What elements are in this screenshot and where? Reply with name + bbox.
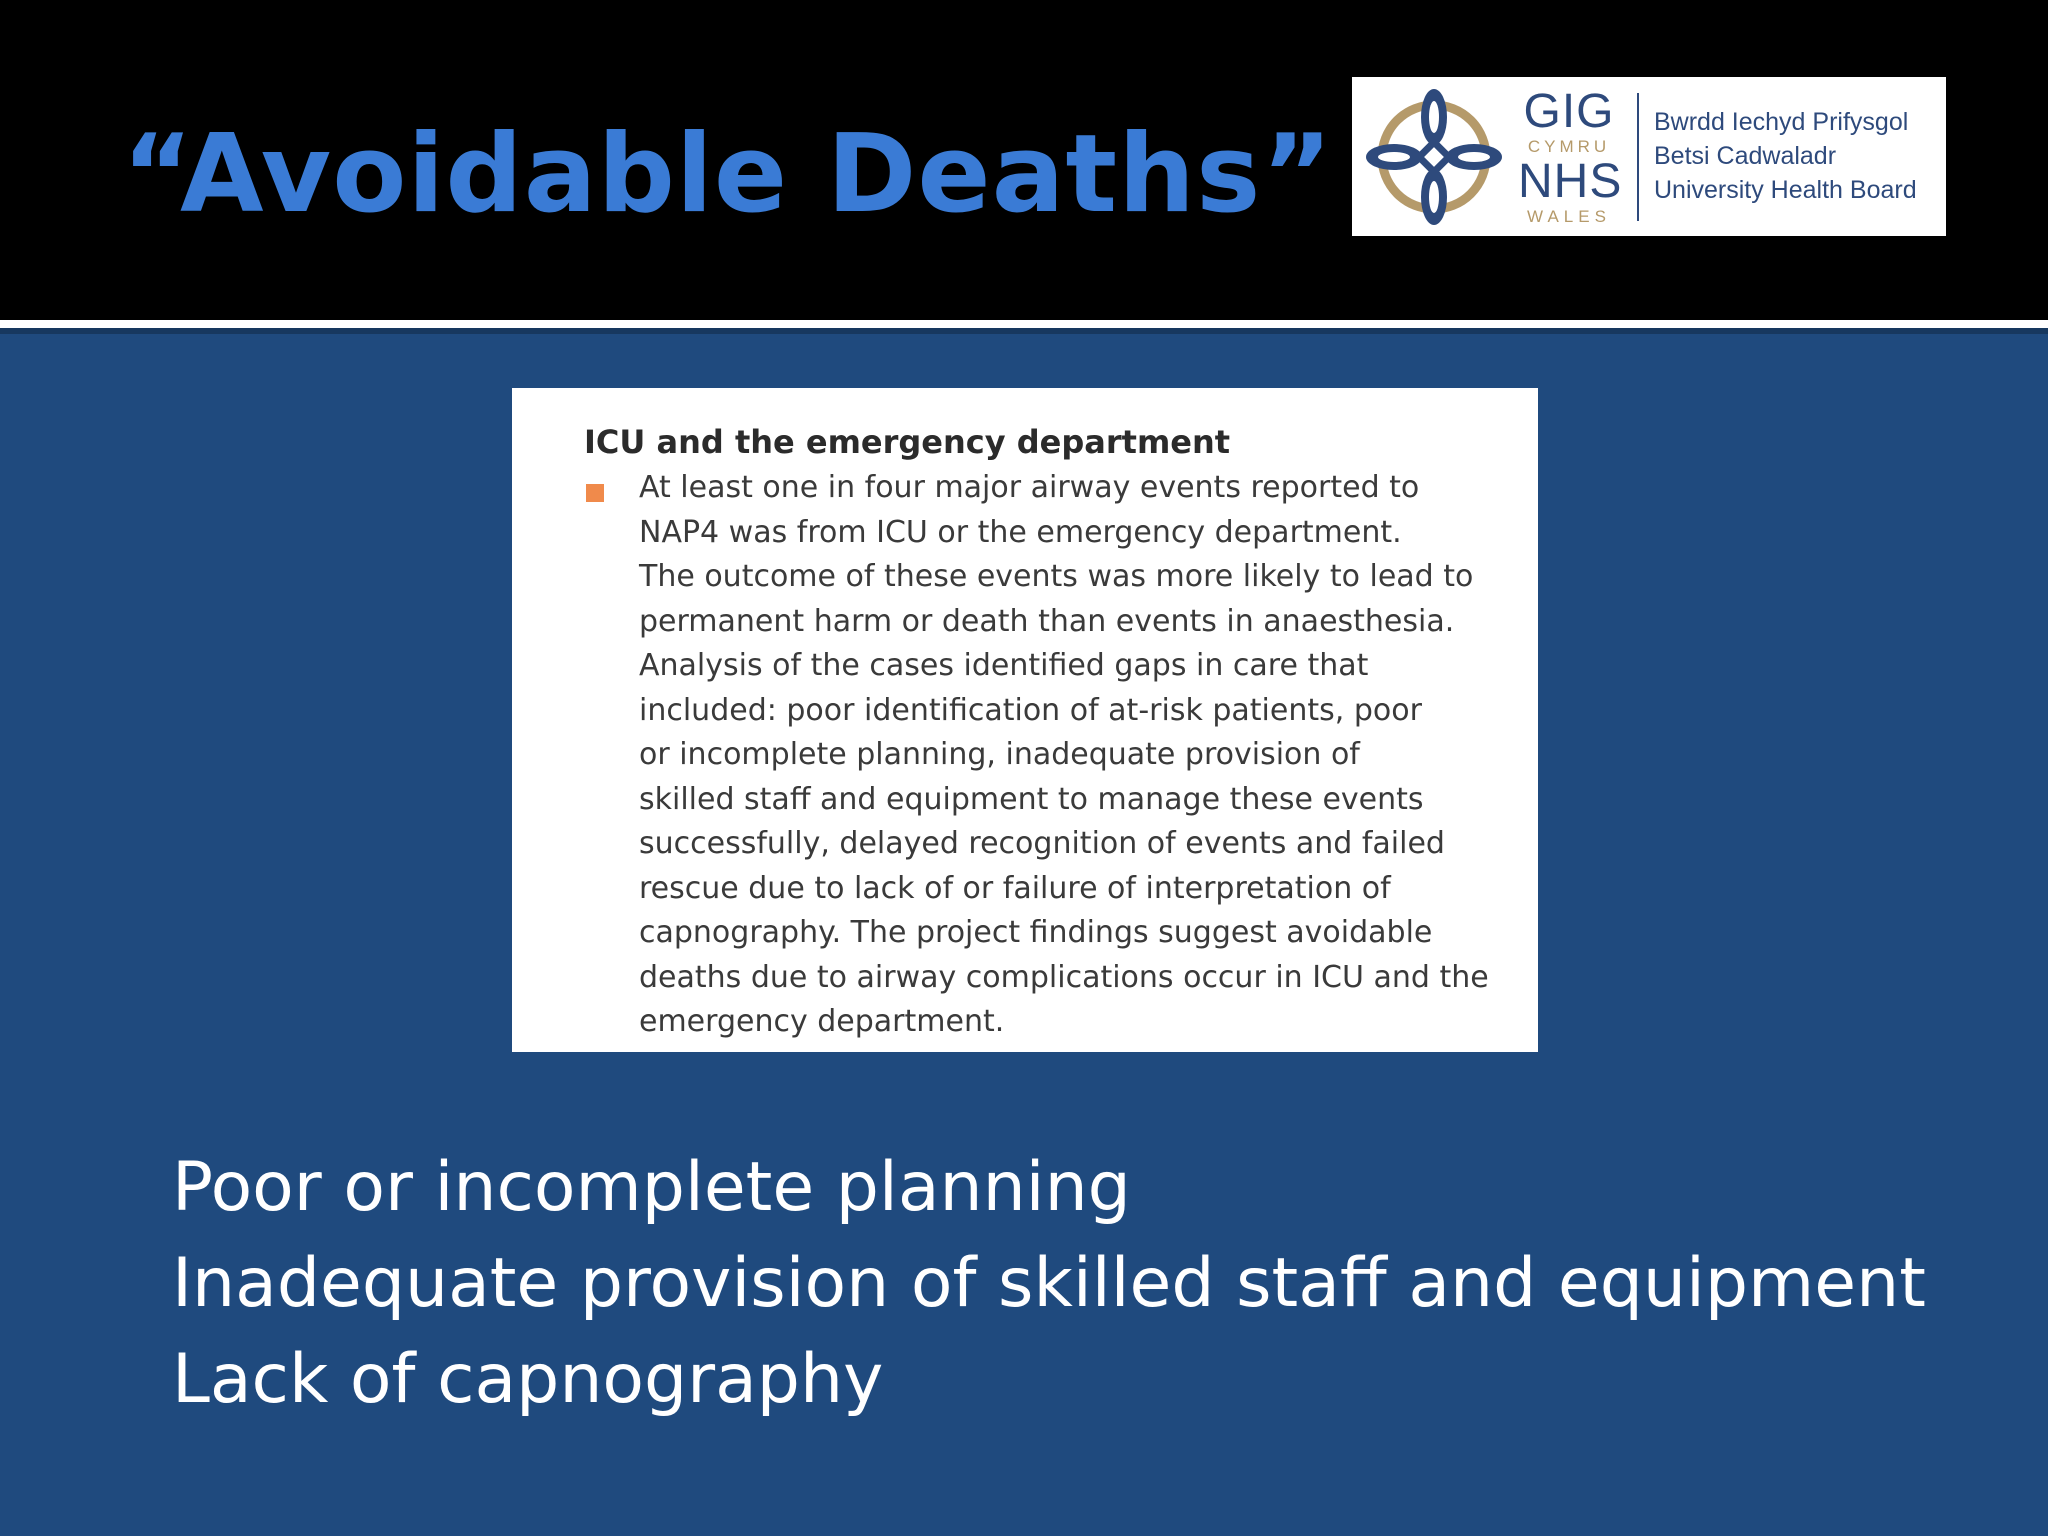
logo-wales-text: WALES	[1527, 207, 1611, 226]
key-point: Lack of capnography	[172, 1340, 884, 1419]
logo-divider	[1637, 93, 1639, 221]
logo-cymru-text: CYMRU	[1527, 137, 1611, 156]
logo-board-name	[1654, 105, 1917, 207]
excerpt-line: The outcome of these events was more likely to lead to	[639, 559, 1474, 594]
excerpt-line: included: poor identification of at-risk patients, poor	[639, 692, 1422, 728]
key-point: Inadequate provision of skilled staff and equipment	[172, 1244, 1926, 1323]
excerpt-line: At least one in four major airway events reported to	[639, 470, 1420, 505]
excerpt-line: skilled staff and equipment to manage these events	[639, 781, 1424, 817]
orange-square-bullet-icon	[586, 484, 604, 502]
excerpt-line: emergency department.	[639, 1004, 1005, 1039]
logo-board-line: University Health Board	[1654, 176, 1917, 204]
excerpt-line: Analysis of the cases identified gaps in care that	[639, 648, 1369, 683]
excerpt-line: or incomplete planning, inadequate provision of	[639, 737, 1360, 772]
celtic-knot-icon	[1360, 83, 1508, 231]
excerpt-line: deaths due to airway complications occur in ICU and the	[639, 959, 1489, 995]
logo-board-line: Betsi Cadwaladr	[1654, 142, 1837, 170]
excerpt-line: successfully, delayed recognition of events and failed	[639, 826, 1445, 861]
nhs-wales-logo	[1352, 77, 1946, 236]
key-points	[172, 1140, 1926, 1428]
key-point: Poor or incomplete planning	[172, 1148, 1131, 1227]
logo-gig-text: GIG	[1523, 85, 1615, 138]
excerpt-line: NAP4 was from ICU or the emergency department.	[639, 514, 1402, 550]
excerpt-line: rescue due to lack of or failure of interpretation of	[639, 870, 1391, 906]
slide-title: “Avoidable Deaths”	[122, 112, 1334, 237]
logo-board-line: Bwrdd Iechyd Prifysgol	[1654, 108, 1909, 136]
header-divider	[0, 320, 2048, 328]
excerpt-heading: ICU and the emergency department	[584, 423, 1231, 461]
excerpt-line: permanent harm or death than events in anaesthesia.	[639, 603, 1455, 639]
excerpt-line: capnography. The project findings suggest avoidable	[639, 915, 1433, 950]
report-excerpt	[512, 388, 1538, 1052]
excerpt-paragraph	[639, 466, 1519, 1045]
header-divider-shadow	[0, 328, 2048, 334]
logo-nhs-text: NHS	[1518, 155, 1623, 208]
